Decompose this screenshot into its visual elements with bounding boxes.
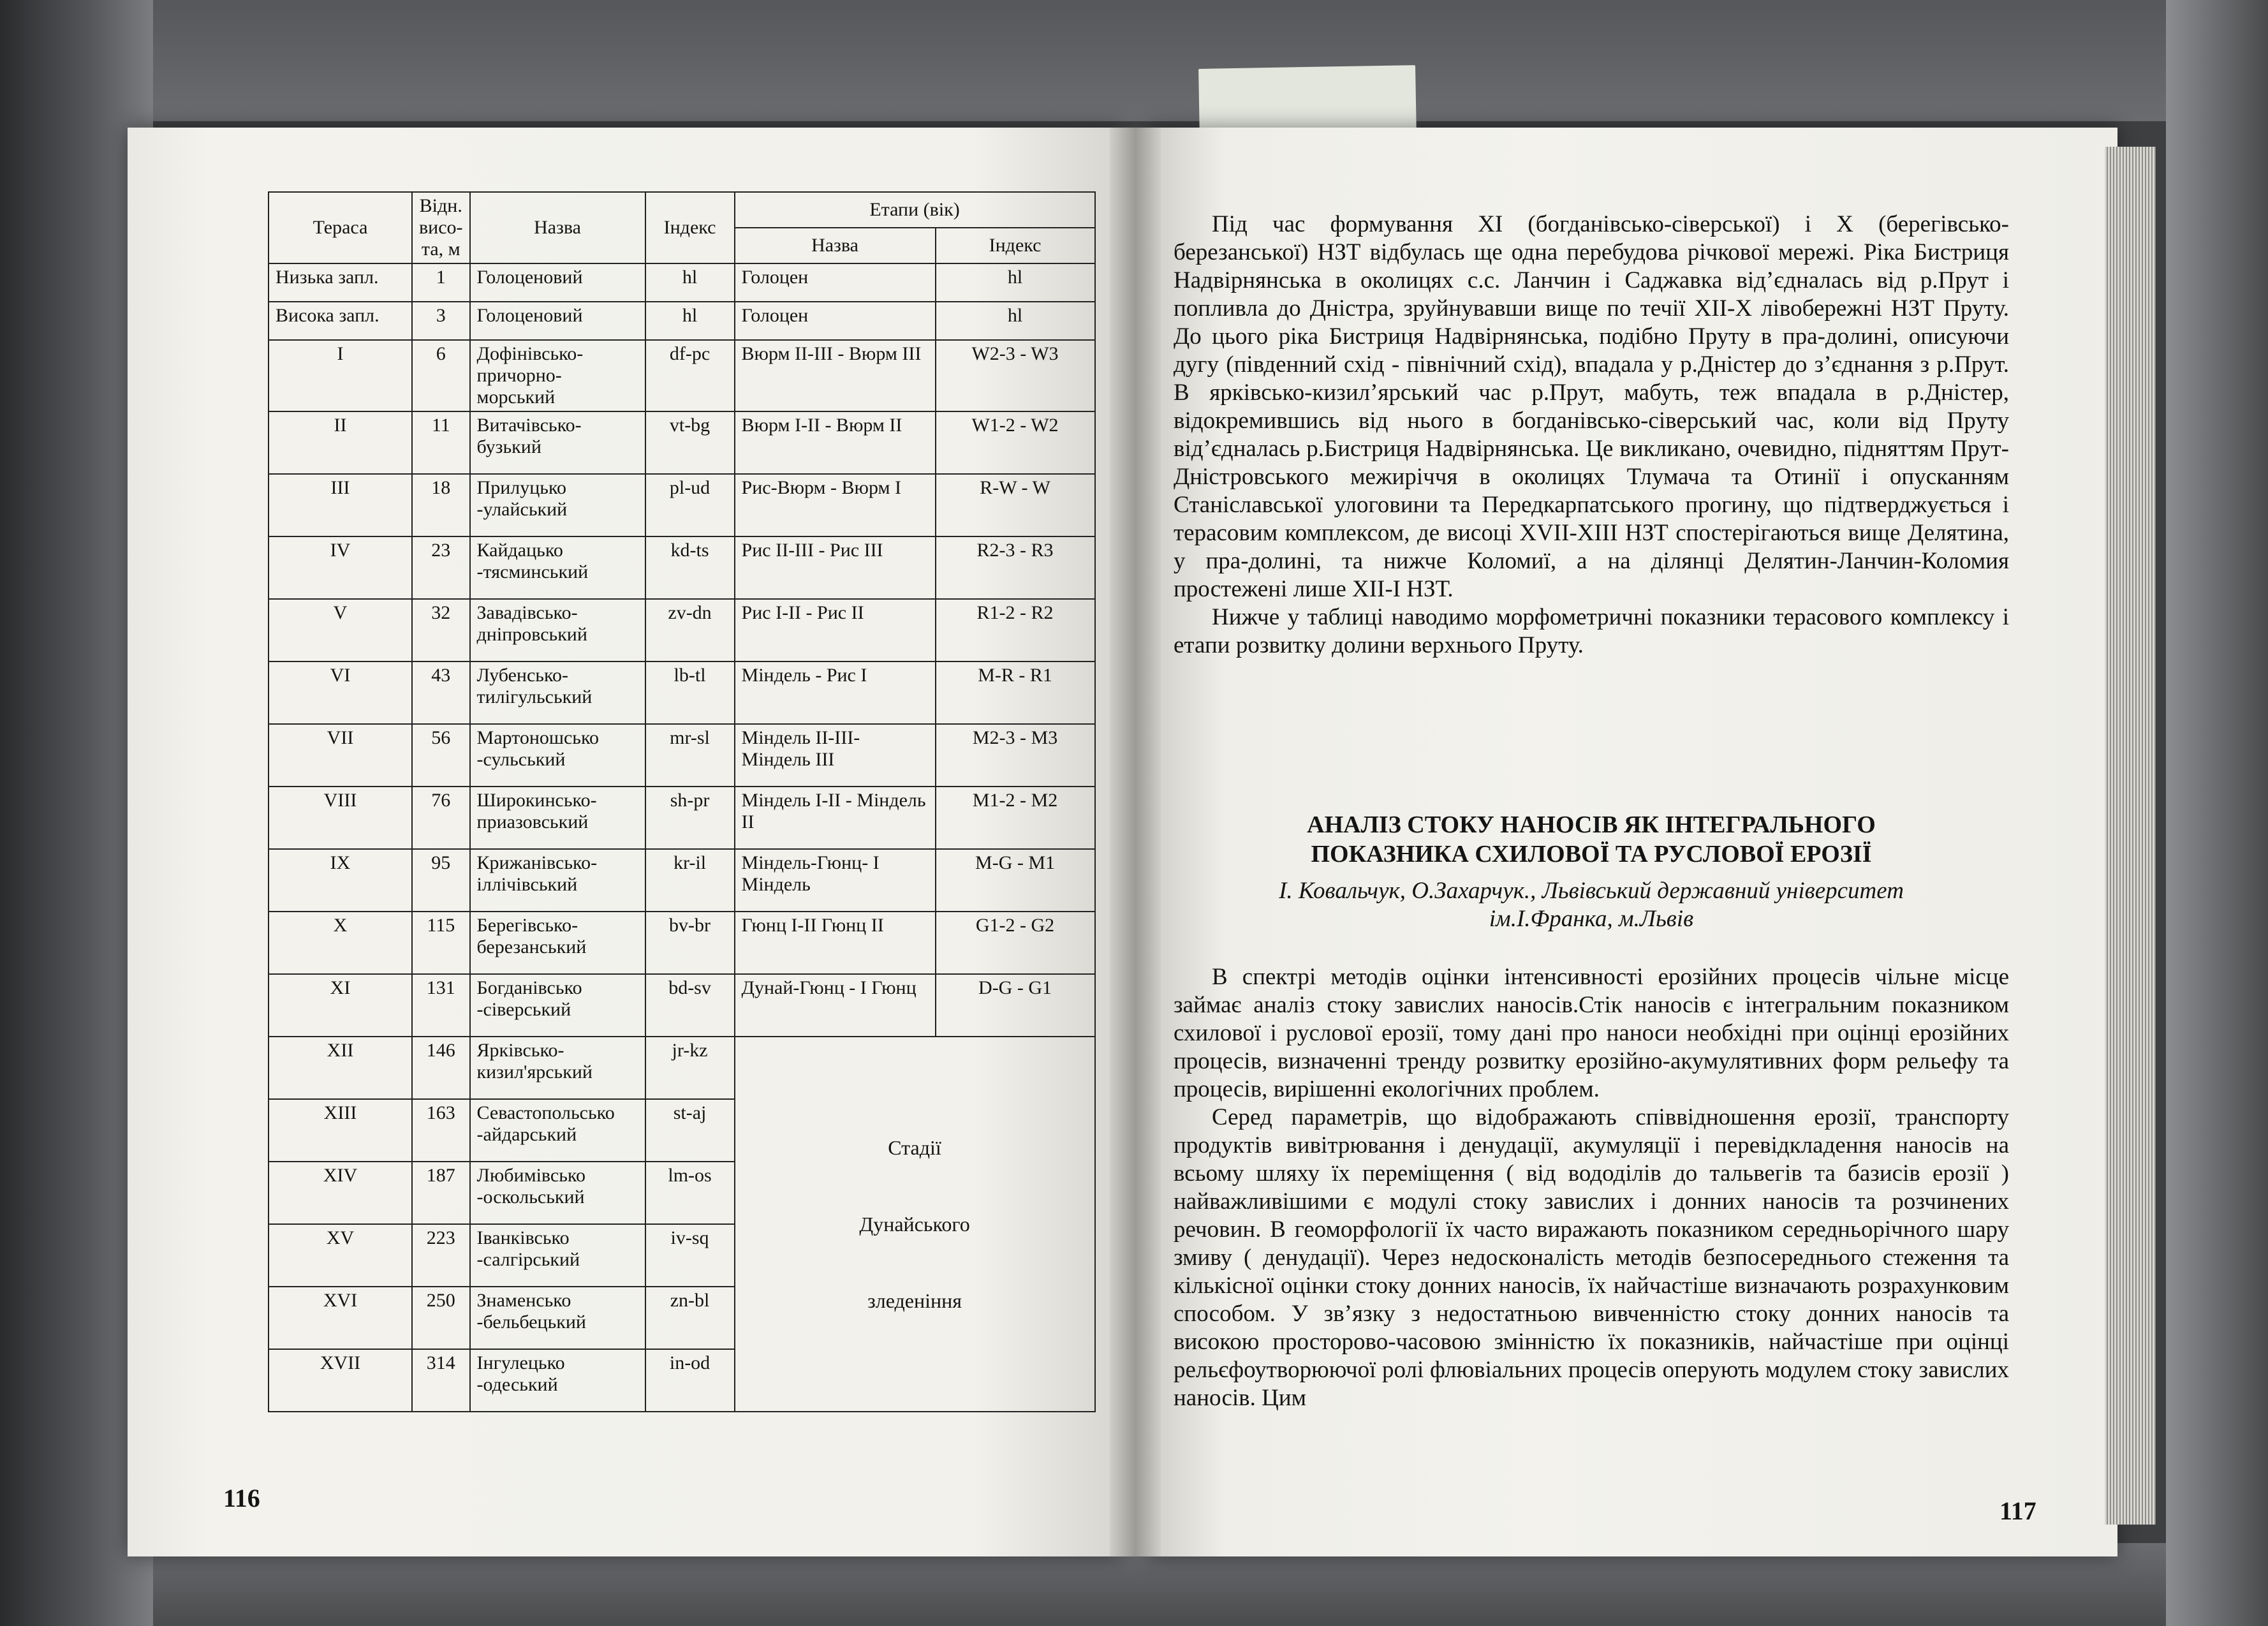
cell-stage-index: G1-2 - G2 (936, 912, 1095, 974)
cell-name: Витачівсько-бузький (470, 411, 645, 474)
cell-height: 250 (412, 1287, 470, 1349)
cell-terrace: XVII (269, 1349, 412, 1412)
cell-stage-name: Рис II-III - Рис III (735, 536, 936, 599)
paragraph-2: Нижче у таблиці наводимо морфометричні показники терасового комплексу і етапи розвитку долини верхнього Пруту. (1174, 604, 2009, 658)
cell-index: sh-pr (645, 787, 735, 849)
cell-stage-name: Голоцен (735, 263, 936, 302)
cell-name: Богданівсько -сіверський (470, 974, 645, 1037)
cell-stage-name: Міндель-Гюнц- I Міндель (735, 849, 936, 912)
book-gutter (1110, 128, 1161, 1556)
cell-terrace: XII (269, 1037, 412, 1099)
cell-height: 1 (412, 263, 470, 302)
table-row (269, 599, 1095, 661)
cell-name: Інгулецько -одеський (470, 1349, 645, 1412)
header-index: Індекс (645, 192, 735, 263)
article-title (1174, 810, 2009, 869)
cell-terrace: VIII (269, 787, 412, 849)
cell-terrace: III (269, 474, 412, 536)
cell-terrace: IX (269, 849, 412, 912)
cell-index: jr-kz (645, 1037, 735, 1099)
cell-terrace: Висока запл. (269, 302, 412, 340)
cell-stage-name: Рис I-II - Рис II (735, 599, 936, 661)
cell-index: hl (645, 302, 735, 340)
cell-stage-name: Голоцен (735, 302, 936, 340)
cell-index: st-aj (645, 1099, 735, 1162)
cell-stage-index: M-R - R1 (936, 661, 1095, 724)
table-row (269, 787, 1095, 849)
cell-terrace: X (269, 912, 412, 974)
cell-height: 43 (412, 661, 470, 724)
cell-height: 95 (412, 849, 470, 912)
right-page-intro-text (1174, 211, 2009, 660)
merged-stage-cell (735, 1037, 1095, 1412)
cell-height: 56 (412, 724, 470, 787)
article-authors (1174, 877, 2009, 933)
cell-index: pl-ud (645, 474, 735, 536)
cell-index: zv-dn (645, 599, 735, 661)
cell-index: kr-il (645, 849, 735, 912)
cell-stage-index: hl (936, 263, 1095, 302)
cell-stage-index: R1-2 - R2 (936, 599, 1095, 661)
merged-stage-line1: Стадії (888, 1136, 941, 1159)
cell-name: Широкинсько-приазовський (470, 787, 645, 849)
page-edges (2105, 147, 2156, 1525)
authors-line2: ім.І.Франка, м.Львів (1489, 906, 1694, 932)
cell-name: Мартоношсько -сульський (470, 724, 645, 787)
cell-height: 314 (412, 1349, 470, 1412)
article-title-line1: АНАЛІЗ СТОКУ НАНОСІВ ЯК ІНТЕГРАЛЬНОГО (1307, 811, 1876, 838)
cell-terrace: II (269, 411, 412, 474)
cell-index: iv-sq (645, 1224, 735, 1287)
cell-terrace: V (269, 599, 412, 661)
cell-name: Голоценовий (470, 263, 645, 302)
header-height: Відн. висо-та, м (412, 192, 470, 263)
cell-height: 146 (412, 1037, 470, 1099)
table-row (269, 340, 1095, 411)
cell-name: Берегівсько-березанський (470, 912, 645, 974)
cell-name: Дофінівсько-причорно-морський (470, 340, 645, 411)
header-terrace: Тераса (269, 192, 412, 263)
cell-height: 32 (412, 599, 470, 661)
cell-stage-index: R-W - W (936, 474, 1095, 536)
page-number-left: 116 (223, 1484, 260, 1512)
cell-terrace: Низька запл. (269, 263, 412, 302)
header-stage-index: Індекс (936, 228, 1095, 263)
cell-name: Голоценовий (470, 302, 645, 340)
table-row (269, 411, 1095, 474)
cell-stage-name: Вюрм I-II - Вюрм II (735, 411, 936, 474)
authors-line1: І. Ковальчук, О.Захарчук., Львівський державний університет (1279, 878, 1904, 904)
cell-index: bd-sv (645, 974, 735, 1037)
header-name: Назва (470, 192, 645, 263)
cell-height: 163 (412, 1099, 470, 1162)
cell-stage-index: M1-2 - M2 (936, 787, 1095, 849)
header-stages: Етапи (вік) (735, 192, 1095, 228)
cell-height: 3 (412, 302, 470, 340)
cell-terrace: XVI (269, 1287, 412, 1349)
table-row (269, 1037, 1095, 1099)
cell-stage-index: D-G - G1 (936, 974, 1095, 1037)
table-row (269, 263, 1095, 302)
table-row (269, 302, 1095, 340)
cell-name: Прилуцько -улайський (470, 474, 645, 536)
header-stage-name: Назва (735, 228, 936, 263)
cell-terrace: VII (269, 724, 412, 787)
cell-name: Ярківсько-кизил'ярський (470, 1037, 645, 1099)
cell-name: Завадівсько-дніпровський (470, 599, 645, 661)
cell-height: 131 (412, 974, 470, 1037)
article-body (1174, 963, 2009, 1412)
cell-stage-index: W1-2 - W2 (936, 411, 1095, 474)
cell-stage-index: R2-3 - R3 (936, 536, 1095, 599)
cell-index: kd-ts (645, 536, 735, 599)
cell-stage-name: Рис-Вюрм - Вюрм I (735, 474, 936, 536)
cell-index: zn-bl (645, 1287, 735, 1349)
cell-name: Любимівсько -оскольський (470, 1162, 645, 1224)
cell-stage-name: Гюнц I-II Гюнц II (735, 912, 936, 974)
cell-index: lb-tl (645, 661, 735, 724)
cell-height: 76 (412, 787, 470, 849)
cell-terrace: I (269, 340, 412, 411)
cell-height: 23 (412, 536, 470, 599)
cell-name: Кайдацько -тясминський (470, 536, 645, 599)
cell-terrace: XV (269, 1224, 412, 1287)
cell-terrace: IV (269, 536, 412, 599)
cell-stage-index: M2-3 - M3 (936, 724, 1095, 787)
cell-terrace: VI (269, 661, 412, 724)
table-row (269, 849, 1095, 912)
cell-name: Іванківсько -салгірський (470, 1224, 645, 1287)
cell-stage-index: W2-3 - W3 (936, 340, 1095, 411)
cell-index: hl (645, 263, 735, 302)
cell-stage-name: Міндель II-III- Міндель III (735, 724, 936, 787)
cell-name: Знаменсько -бельбецький (470, 1287, 645, 1349)
table-row (269, 536, 1095, 599)
paragraph-3: В спектрі методів оцінки інтенсивності ерозійних процесів чільне місце займає аналіз стоку завислих наносів.Стік наносів є інтегральним показником схилової і руслової ерозії, тому дані про наноси необхідні при оцінці ерозійних процесів, визначенні тренду розвитку ерозійно-акумулятивних форм рельефу та процесів, вирішенні екологічних проблем. (1174, 964, 2009, 1102)
table-row (269, 474, 1095, 536)
paragraph-4: Серед параметрів, що відображають співвідношення ерозії, транспорту продуктів вивітрювання і денудації, акумуляції і перевідкладення наносів на всьому шляху їх переміщення ( від вододілів до тальвегів та базисів ерозії ) найважливішими є модулі стоку завислих і донних наносів та розчинених речовин. В геоморфології їх часто виражають показником середньорічного шару змиву ( денудації). Через недосконалість методів безпосереднього стеження та кількісної оцінки стоку донних наносів, їх найчастіше визначають розрахунковим способом. У зв’язку з недостатньою вивченністю стоку донних наносів та високою просторово-часовою змінністю їх показників, найчастіше при оцінці рельєфоутворюючої ролі флювіальних процесів оперують модулем стоку завислих наносів. Цим (1174, 1104, 2009, 1411)
cell-index: df-pc (645, 340, 735, 411)
terrace-table (268, 191, 1096, 1412)
table-row (269, 661, 1095, 724)
cell-height: 115 (412, 912, 470, 974)
cell-terrace: XI (269, 974, 412, 1037)
table-row (269, 974, 1095, 1037)
cell-height: 11 (412, 411, 470, 474)
paragraph-1: Під час формування XI (богданівсько-сіверської) і X (берегівсько-березанської) НЗТ відбулась ще одна перебудова річкової мережі. Ріка Бистриця Надвірнянська в околицях с.с. Ланчин і Саджавка від’єдналась від р.Прут і попливла до Дністра, зруйнувавши вище по течії XII-X лівобережні НЗТ Пруту. До цього ріка Бистриця Надвірнянська, подібно Пруту в пра-долині, описуючи дугу (південний схід - північний схід), впадала у р.Дністер до з’єднання з р.Прут. В ярківсько-кизил’ярський час р.Прут, мабуть, теж впадала в р.Дністер, відокремившись від нього в богданівсько-сіверський час, коли від Пруту від’єдналась р.Бистриця Надвірнянська. Це викликано, очевидно, підняттям Прут-Дністровського межиріччя в околицях Тлумача та Отинії і опусканням Станіславської улоговини та Передкарпатського прогину, що підтверджується і терасовим комплексом, де висоці XVII-XIII НЗТ спостерігаються вище Делятина, у пра-долині, та нижче Коломиї, а на ділянці Делятин-Ланчин-Коломия простежені лише XII-I НЗТ. (1174, 211, 2009, 602)
cell-stage-name: Міндель - Рис I (735, 661, 936, 724)
scan-background-top (0, 0, 2268, 121)
cell-stage-index: hl (936, 302, 1095, 340)
cell-stage-name: Вюрм II-III - Вюрм III (735, 340, 936, 411)
cell-name: Севастопольсько -айдарський (470, 1099, 645, 1162)
cell-index: mr-sl (645, 724, 735, 787)
cell-stage-index: M-G - M1 (936, 849, 1095, 912)
merged-stage-line2: Дунайського (859, 1213, 970, 1236)
cell-index: in-od (645, 1349, 735, 1412)
cell-height: 187 (412, 1162, 470, 1224)
cell-height: 18 (412, 474, 470, 536)
table-row (269, 724, 1095, 787)
cell-name: Крижанівсько-іллічівський (470, 849, 645, 912)
cell-height: 223 (412, 1224, 470, 1287)
cell-terrace: XIII (269, 1099, 412, 1162)
scan-background-right (2166, 0, 2268, 1626)
cell-height: 6 (412, 340, 470, 411)
cell-index: lm-os (645, 1162, 735, 1224)
cell-name: Лубенсько-тилігульський (470, 661, 645, 724)
cell-stage-name: Міндель I-II - Міндель II (735, 787, 936, 849)
merged-stage-line3: зледеніння (867, 1289, 962, 1312)
cell-terrace: XIV (269, 1162, 412, 1224)
page-number-right: 117 (1999, 1497, 2036, 1525)
table-row (269, 912, 1095, 974)
cell-index: vt-bg (645, 411, 735, 474)
article-title-line2: ПОКАЗНИКА СХИЛОВОЇ ТА РУСЛОВОЇ ЕРОЗІЇ (1311, 841, 1872, 868)
cell-index: bv-br (645, 912, 735, 974)
cell-stage-name: Дунай-Гюнц - I Гюнц (735, 974, 936, 1037)
